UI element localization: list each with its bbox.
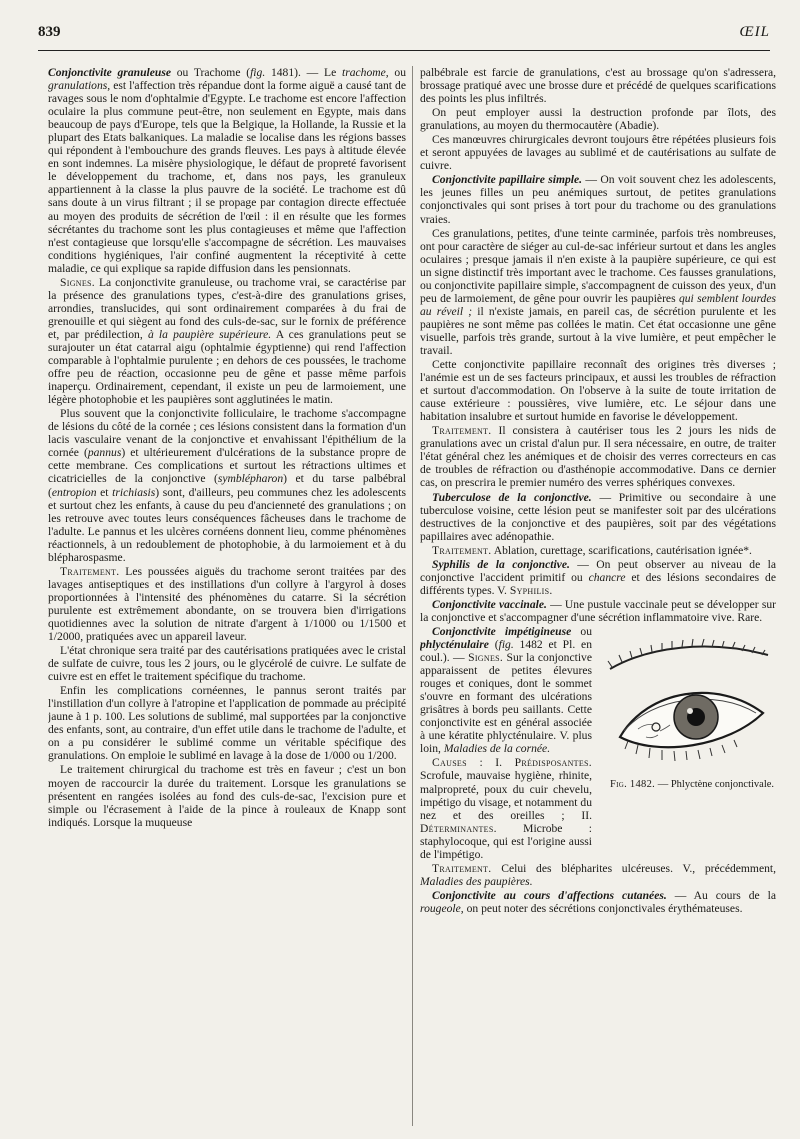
figure-label: Fig. 1482. xyxy=(609,778,656,790)
entry-title: Conjonctivite papillaire simple. xyxy=(432,173,583,187)
right-column xyxy=(420,66,776,1131)
section-label: Traitement. xyxy=(432,861,492,875)
entry-title: Conjonctivite granuleuse xyxy=(48,66,171,79)
figure-1482 xyxy=(598,629,776,837)
paragraph-fausses-granulations: Ces granulations, petites, d'une teinte carminée, parfois très nombreuses, ont pour caractère de siéger au cul-de-sac inférieur surtout et dans les angles oculaires ; presque jamais il n'en existe à la paupière supérieure, ce qui est un signe distinctif très important avec le trachome. Ces fausses granulations, ou conjonctivite papillaire simple, s'accompagnent de cuisson des yeux, d'un peu de larmoiement, de gêne pour ouvrir les paupières qui semblent lourdes au réveil ; il n'existe jamais, en pareil cas, de sécrétion purulente et les paupières ne sont même pas collées le matin. Cet état occasionne une gêne visuelle, parfois très grande, surtout à la vive lumière, et peut empêcher le travail. xyxy=(420,226,776,357)
header-rule xyxy=(38,50,770,51)
paragraph-origines: Cette conjonctivite papillaire reconnaît des origines très diverses ; l'anémie est un de ses facteurs principaux, et aussi les troubles de réfraction et surtout d'accommodation. On l'observe à la suite de toute irritation de cause extérieure : poussières, vive lumière, etc. Le séjour dans une habitation insalubre et surtout humide en favorise le développement. xyxy=(420,358,776,424)
left-column xyxy=(48,66,406,1131)
page-header xyxy=(38,20,770,48)
section-label: Traitement. xyxy=(60,564,120,578)
entry-title: Conjonctivite au cours d'affections cutanées. xyxy=(432,888,667,902)
entry-cutanees: Conjonctivite au cours d'affections cutanées. — Au cours de la rougeole, on peut noter des sécrétions conjonctivales érythémateuses. xyxy=(420,888,776,915)
running-head: ŒIL xyxy=(739,24,770,40)
paragraph-complications: Plus souvent que la conjonctivite folliculaire, le trachome s'accompagne de lésions du côté de la cornée ; ces lésions consistent dans la formation d'un lacis vasculaire venant de la conjonctive et envahissant l'épithélium de la cornée (pannus) et ultérieurement d'ulcérations de la substance propre de cette membrane. Ces complications et surtout les rétractions ultimes et cicatricielles de la conjonctive (symblépharon) et du tarse palbébral (entropion et trichiasis) sont, d'ailleurs, peu communes chez les adolescents et surtout chez les enfants, à cause du peu d'ancienneté des granulations ; on les retrouve avec toutes leurs conséquences fâcheuses dans le trachome de l'adulte. Le pannus et les ulcères cornéens donnent lieu, comme phénomènes réactionnels, à un redoublement de photophobie, à du larmoiement et à du blépharospasme. xyxy=(48,407,406,564)
paragraph-traitement-tuberculose: Traitement. Ablation, curettage, scarifications, cautérisation ignée*. xyxy=(432,543,752,557)
entry-tuberculose: Tuberculose de la conjonctive. — Primitive ou secondaire à une tuberculose voisine, cette lésion peut se manifester soit par des ulcérations destructives de la conjonctive et des paupières, soit par des végétations papillaires avec adénopathie. xyxy=(420,490,776,543)
entry-impetigineuse: Conjonctivite impétigineuse ou phlycténulaire (fig. 1482 et Pl. en coul.). — Signes. Sur la conjonctive apparaissent de petites élevures rouges et coniques, dont le sommet s'ouvre en formant des ulcérations grisâtres à bords peu saillants. Cette conjonctivite est en général associée à une kératite phlycténulaire. V. plus loin, Maladies de la cornée. xyxy=(420,624,592,756)
paragraph-causes: Causes : I. Prédisposantes. Scrofule, mauvaise hygiène, rhinite, malpropreté, poux du cuir chevelu, impétigo du visage, et notamment du nez et des oreilles ; II. Déterminantes. Microbe : staphylocoque, qui est l'origine aussi de l'impétigo. xyxy=(420,756,592,861)
entry-papillaire: Conjonctivite papillaire simple. — On voit souvent chez les adolescents, les jeunes filles un peu anémiques surtout, de petites granulations conjonctivales qui sont prises à tort pour du trachome ou des granulations vraies. xyxy=(420,173,776,226)
section-label: Traitement. xyxy=(432,543,492,557)
column-divider xyxy=(412,66,413,1126)
section-label: Causes xyxy=(432,756,467,770)
page-number: 839 xyxy=(38,24,61,40)
entry-title: Conjonctivite vaccinale. xyxy=(432,597,547,611)
paragraph-traitement: Traitement. Les poussées aiguës du trachome seront traitées par des lavages antiseptiques et des instillations d'un collyre à l'argyrol à doses proportionnées à l'intensité des phénomènes du catarre. Si la sécrétion purulente est extrêmement abondante, on se trouvera bien d'irrigations quotidiennes avec la solution de nitrate d'argent à 1/1000 ou 1/1500 et 1/2000, pratiquées avec un appareil laveur. xyxy=(48,564,406,644)
eye-illustration xyxy=(598,629,776,779)
paragraph-chronique: L'état chronique sera traité par des cautérisations pratiquées avec le cristal de sulfate de cuivre, tous les 2 jours, ou le glycérolé de cuivre. Le sulfate de cuivre est en effet le traitement spécifique du trachome. xyxy=(48,644,406,684)
paragraph-brossage: palbébrale est farcie de granulations, c'est au brossage qu'on s'adressera, brossage pratiqué avec une brosse dure et précédé de quelques scarifications des points les plus infiltrés. xyxy=(420,66,776,106)
figure-caption: Fig. 1482. — Phlyctène conjonctivale. xyxy=(609,778,775,790)
section-label: Traitement. xyxy=(432,424,492,438)
entry-vaccinale: Conjonctivite vaccinale. — Une pustule vaccinale peut se développer sur la conjonctive et s'accompagner d'une sécrétion inflammatoire vive. Rare. xyxy=(420,597,776,624)
paragraph-signes: Signes. La conjonctivite granuleuse, ou trachome vrai, se caractérise par la présence des granulations types, c'est-à-dire des granulations grises, arrondies, translucides, qui sont ordinairement comparées à du frai de grenouille et qui siègent au fond des culs-de-sac, sur le fornix de préférence et, par prédilection, à la paupière supérieure. A ces granulations peut se surajouter un état catarral aigu (ophtalmie égyptienne) qui rend l'affection comparable à l'ophtalmie purulente ; en dehors de ces poussées, le trachome offre peu de réaction, occasionne peu de gêne et passe même parfois inaperçu. Ordinairement, cependant, il existe un peu de larmoiement, une légère photophobie et les paupières sont agglutinées le matin. xyxy=(48,275,406,407)
paragraph-cornee: Enfin les complications cornéennes, le pannus seront traités par l'instillation d'un collyre à l'atropine et l'application de pommade au précipité jaune à 1 p. 100. Les solutions de sublimé, mal supportées par la conjonctive des enfants, sont, au contraire, d'un effet utile dans le trachome de l'adulte, et on a pu considérer le sublimé comme un véritable spécifique des granulations. On emploie le sublimé en lavage à la dose de 1/000 ou 1/200. xyxy=(48,684,406,763)
entry-title: Conjonctivite impétigineuse xyxy=(432,624,572,638)
section-label: Signes. xyxy=(60,275,96,289)
entry-trachome: Conjonctivite granuleuse ou Trachome (fig. 1481). — Le trachome, ou granulations, est l'affection très répandue dont la forme aiguë a causé tant de ravages sous le nom d'ophtalmie d'Egypte. Le trachome est encore l'affection oculaire la plus commune peut-être, non seulement en Egypte, mais dans beaucoup de pays d'Europe, tels que la Belgique, la Hollande, la Russie et la plupart des Etats balkaniques. La maladie se localise dans les régions basses qui répondent à l'embouchure des grands fleuves. Les pays à altitude élevée en sont indemnes. La misère physiologique, le défaut de propreté favorisent le développement du trachome, et, dans nos pays, les granuleux appartiennent à la classe la plus pauvre de la société. Le trachome est dû sans doute à un virus filtrant ; il se propage par contagion directe effectuée au moyen des produits de sécrétion de l'œil : il en résulte que les formes sécrétantes du trachome sont les plus contagieuses et même que l'affection n'est contagieuse que lorsqu'elle s'accompagne de sécrétion. Les mauvaises conditions hygiéniques, l'air confiné augmentent la réceptivité à cette maladie, ce qui explique sa rapide diffusion dans les pensionnats. xyxy=(48,66,406,275)
entry-title: Syphilis de la conjonctive. xyxy=(432,557,570,571)
paragraph-traitement-impetigineuse: Traitement. Celui des blépharites ulcéreuses. V., précédemment, Maladies des paupières. xyxy=(420,861,776,888)
entry-title: Tuberculose de la conjonctive. xyxy=(432,490,592,504)
entry-syphilis: Syphilis de la conjonctive. — On peut observer au niveau de la conjonctive l'accident primitif ou chancre et des lésions secondaires de différents types. V. Syphilis. xyxy=(420,557,776,597)
paragraph-chirurgical: Le traitement chirurgical du trachome est très en faveur ; c'est un bon moyen de raccourcir la durée du traitement. Lorsque les granulations se présentent en rangées isolées au fond des culs-de-sac, l'excision pure et simple ou l'écrasement à l'aide de la pince à rouleaux de Knapp sont indiqués. Lorsque la muqueuse xyxy=(48,763,406,829)
paragraph-traitement-papillaire: Traitement. Il consistera à cautériser tous les 2 jours les nids de granulations avec un cristal d'alun pur. Il sera nécessaire, en outre, de traiter l'état général chez les anémiques et de choisir des verres correcteurs en cas de troubles de réfraction ou d'asthénopie accommodative. Dans ce dernier cas, on prescrira le premier numéro des verres sphériques convexes. xyxy=(420,424,776,490)
paragraph-thermocautere: On peut employer aussi la destruction profonde par îlots, des granulations, au moyen du thermocautère (Abadie). xyxy=(420,106,776,133)
paragraph-manoeuvres: Ces manœuvres chirurgicales devront toujours être répétées plusieurs fois et seront appuyées de lavages au sublimé et de cautérisations au sulfate de cuivre. xyxy=(420,133,776,173)
